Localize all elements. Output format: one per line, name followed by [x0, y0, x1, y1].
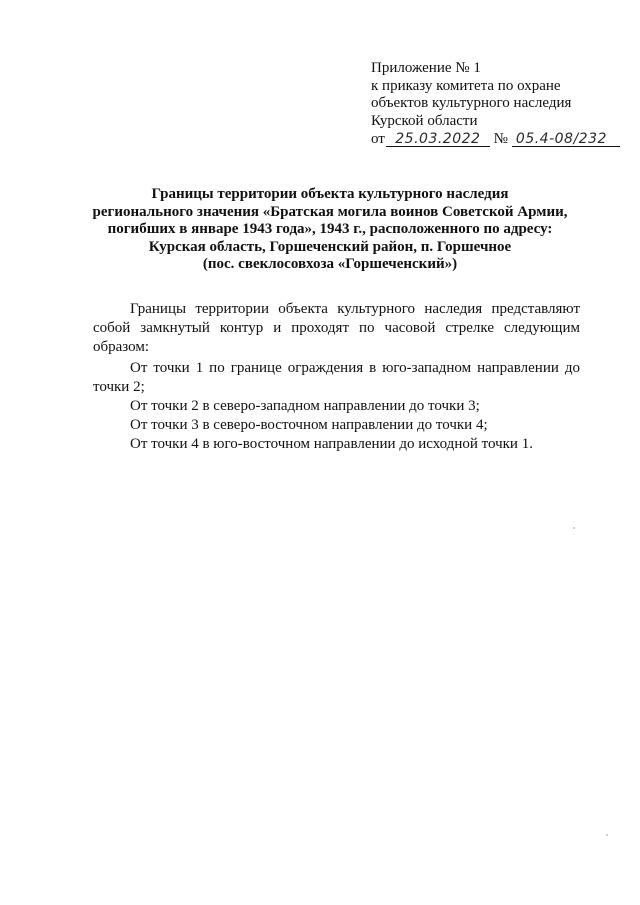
body-paragraph: [93, 300, 580, 357]
body-paragraph: [93, 435, 580, 454]
scan-speck: [606, 834, 608, 836]
paragraph-line: От точки 3 в северо-восточном направлении до точки 4;: [130, 417, 488, 433]
paragraph-line: От точки 1 по границе ограждения в юго-западном направлении до: [130, 360, 580, 376]
body-paragraph: [93, 359, 580, 397]
handwritten-date: 25.03.2022: [386, 132, 490, 147]
number-label: №: [493, 131, 508, 147]
appendix-committee: объектов культурного наследия: [371, 95, 572, 111]
scan-speck: [573, 527, 575, 529]
paragraph-line: точки 2;: [93, 379, 145, 395]
paragraph-line: образом:: [93, 339, 150, 355]
appendix-title: Приложение № 1: [371, 60, 481, 76]
title-line: погибших в январе 1943 года», 1943 г., расположенного по адресу:: [107, 221, 553, 237]
paragraph-line: От точки 2 в северо-западном направлении до точки 3;: [130, 398, 480, 414]
paragraph-line: Границы территории объекта культурного наследия представляют: [130, 301, 580, 317]
paragraph-line: собой замкнутый контур и проходят по часовой стрелке следующим: [93, 320, 580, 336]
appendix-block: [371, 60, 621, 149]
body-paragraph: [93, 397, 580, 416]
appendix-region: Курской области: [371, 112, 478, 129]
document-body: [93, 300, 580, 454]
appendix-date-number-line: [371, 131, 621, 149]
body-paragraph: [93, 416, 580, 435]
title-line: Границы территории объекта культурного наследия: [151, 186, 509, 202]
title-line: (пос. свеклосовхоза «Горшеченский»): [202, 256, 458, 272]
title-line: регионального значения «Братская могила воинов Советской Армии,: [92, 203, 568, 220]
document-title: [80, 186, 580, 274]
from-label: от: [371, 131, 385, 147]
handwritten-number: 05.4-08/232: [512, 132, 620, 147]
paragraph-line: От точки 4 в юго-восточном направлении до исходной точки 1.: [130, 436, 533, 452]
title-line: Курская область, Горшеченский район, п. Горшечное: [148, 238, 512, 255]
appendix-order-ref: к приказу комитета по охране: [371, 77, 561, 94]
